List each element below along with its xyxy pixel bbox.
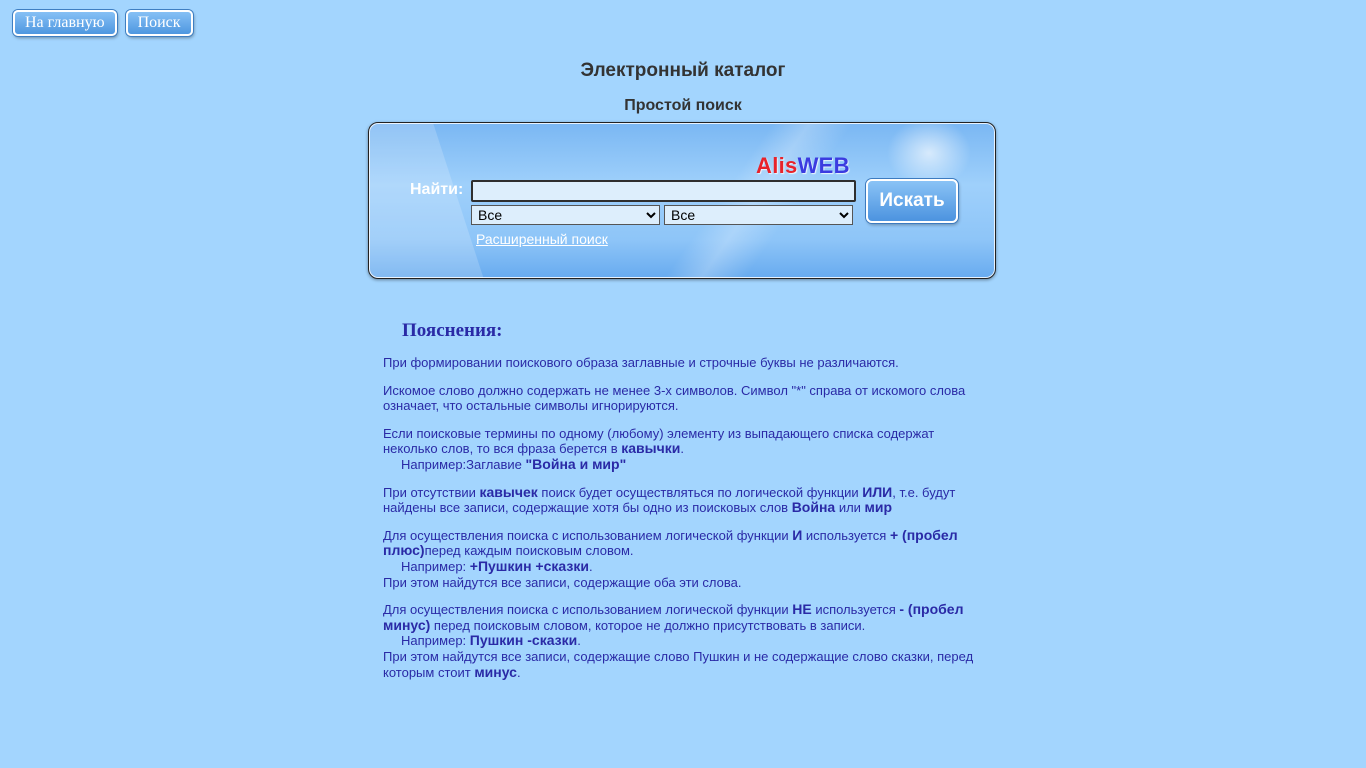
- note-and-logic: [383, 528, 988, 590]
- note-case-insensitive: [383, 355, 988, 371]
- search-input[interactable]: [471, 180, 856, 202]
- note-4-d: ИЛИ: [862, 483, 893, 500]
- note-4-h: мир: [864, 499, 893, 516]
- note-6-example: [383, 633, 581, 649]
- note-5-c: используется: [802, 527, 890, 543]
- note-5-example-prefix: Например:: [401, 558, 470, 574]
- logo-part-alis: Alis: [756, 153, 798, 178]
- note-quotes: [383, 426, 988, 473]
- note-5-a: Для осуществления поиска с использованием логической функции: [383, 527, 793, 543]
- advanced-search-link[interactable]: Расширенный поиск: [476, 231, 608, 247]
- search-nav-button[interactable]: Поиск: [126, 10, 193, 36]
- note-5-example: [383, 559, 593, 575]
- note-6-result-b: минус: [474, 663, 517, 680]
- note-5-e: перед каждым поисковым словом.: [424, 543, 634, 559]
- note-5-b: И: [792, 526, 803, 543]
- note-3-example-prefix: Например:Заглавие: [401, 456, 526, 472]
- note-3-bold: кавычки: [621, 440, 681, 457]
- note-4-e: , т.е. будут найдены все записи, содержащие хотя бы одно из поисковых слов: [383, 484, 956, 516]
- note-6-result-c: .: [516, 664, 521, 680]
- note-6-result-a: При этом найдутся все записи, содержащие слово Пушкин и не содержащие слово сказки, перед которым стоит: [383, 648, 974, 680]
- note-3-end: .: [680, 441, 684, 457]
- page-title: Электронный каталог: [580, 60, 786, 81]
- note-5-result: При этом найдутся все записи, содержащие оба эти слова.: [383, 574, 742, 590]
- note-6-a: Для осуществления поиска с использованием логической функции: [383, 602, 793, 618]
- note-3-example-bold: "Война и мир": [525, 455, 627, 472]
- search-field-select-2[interactable]: [664, 205, 853, 225]
- page-subtitle: Простой поиск: [624, 97, 742, 114]
- note-1-text: При формировании поискового образа заглавные и строчные буквы не различаются.: [383, 355, 899, 370]
- note-min-length: [383, 383, 988, 414]
- explanations-text: [383, 355, 988, 692]
- note-3-text: Если поисковые термины по одному (любому) элементу из выпадающего списка содержат неколько слов, то вся фраза берется в: [383, 425, 935, 457]
- note-4-c: поиск будет осуществляться по логической функции: [537, 484, 863, 500]
- note-2-text: Искомое слово должно содержать не менее 3-х символов. Символ "*" справа от искомого слова означает, что остальные символы игнорируются.: [383, 382, 966, 414]
- note-6-b: НЕ: [792, 601, 812, 618]
- find-label: Найти:: [410, 181, 464, 198]
- note-5-example-end: .: [588, 558, 593, 574]
- note-5-d: + (пробел плюс): [383, 526, 958, 559]
- explanations-heading: Пояснения:: [402, 320, 503, 341]
- note-4-f: Война: [791, 499, 836, 516]
- note-6-example-end: .: [577, 633, 581, 649]
- note-4-b: кавычек: [479, 483, 538, 500]
- note-6-c: используется: [811, 602, 900, 618]
- note-6-example-prefix: Например:: [401, 633, 470, 649]
- note-4-g: или: [835, 500, 865, 516]
- note-3-example: [383, 457, 626, 473]
- top-navigation: [13, 10, 193, 36]
- note-6-d: - (пробел минус): [383, 601, 964, 633]
- note-not-logic: [383, 602, 988, 680]
- search-submit-button[interactable]: Искать: [866, 179, 958, 223]
- logo-part-web: WEB: [797, 153, 850, 178]
- search-field-select-1[interactable]: [471, 205, 660, 225]
- aliswebs-logo: [756, 153, 850, 179]
- note-4-a: При отсутствии: [383, 484, 480, 500]
- search-panel: [368, 122, 996, 279]
- note-6-e: перед поисковым словом, которое не должно присутствовать в записи.: [430, 617, 866, 633]
- note-6-example-bold: Пушкин -сказки: [469, 632, 578, 649]
- note-or-logic: [383, 485, 988, 516]
- home-button[interactable]: На главную: [13, 10, 117, 36]
- note-5-example-bold: +Пушкин +сказки: [469, 557, 589, 574]
